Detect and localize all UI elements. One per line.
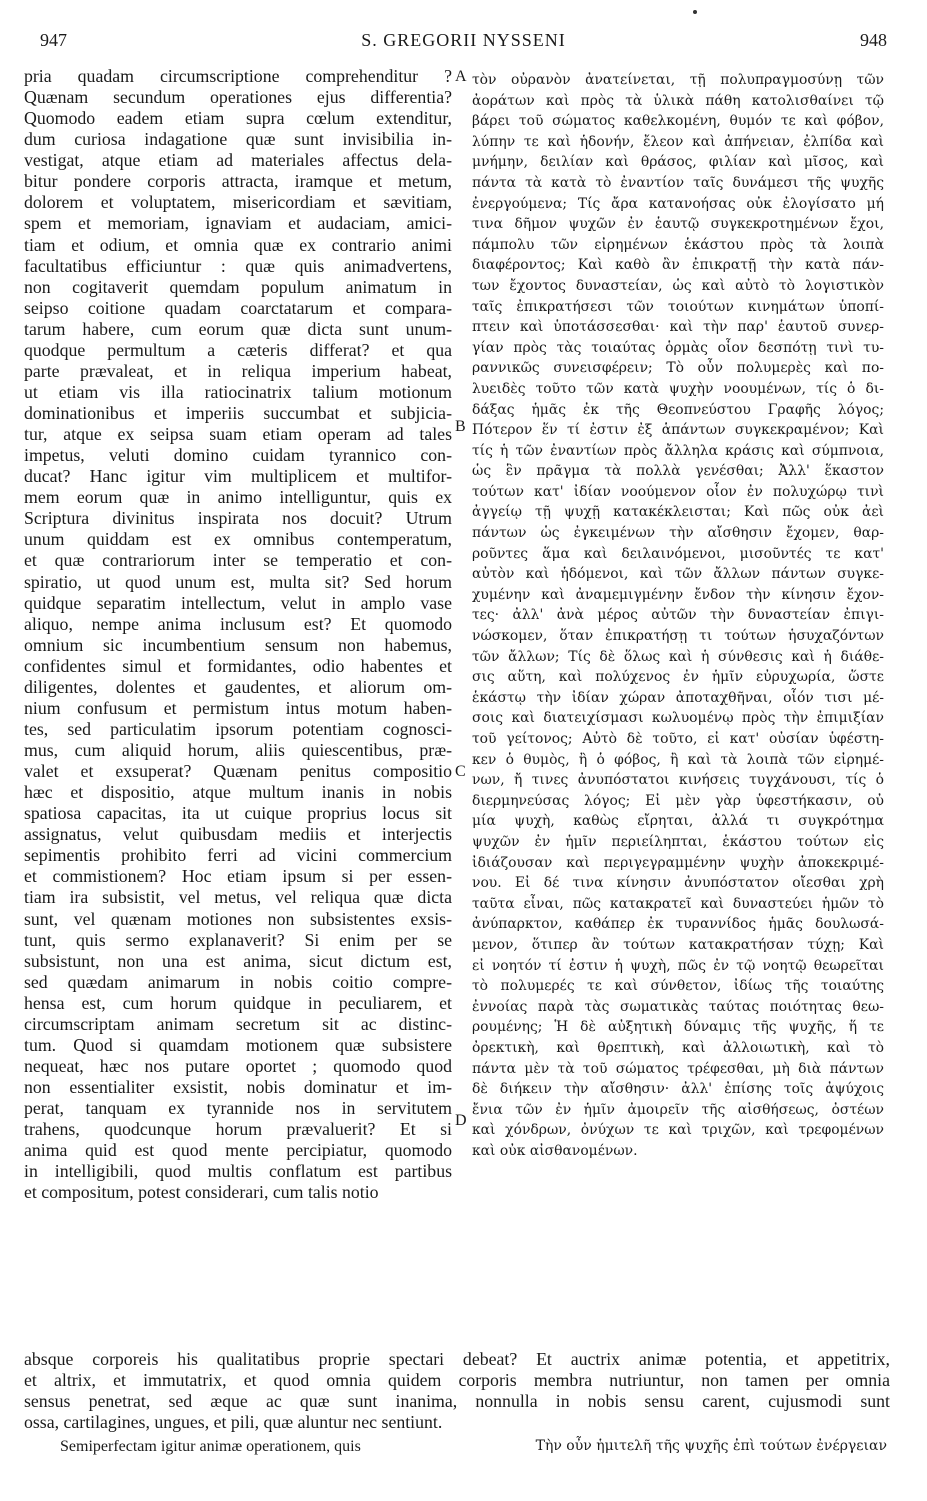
latin-text-line: non cogitaverit quemdam populum animatum in [24,276,452,297]
latin-text-line: assignatus, velut quibusdam mediis et interjectis [24,824,452,845]
latin-text-line: facultatibus efficiuntur : quæ quis animadvertens, [24,255,452,276]
latin-text-line: seipso coitione quadam coarctatarum et compara- [24,297,452,318]
greek-text-line: καὶ οὐκ αἰσθανομένων. [472,1142,638,1159]
footer-lines [60,1438,887,1462]
greek-text-line: τινα δῆμον ψυχῶν ἐν ἑαυτῷ συγκεκροτημένων ἔχοι, [472,216,884,233]
latin-text-line: sunt, vel quænam motiones non subsistentes exsis- [24,908,452,929]
greek-text-line: ὀρεκτικὴ, καὶ θρεπτικὴ, καὶ ἀλλοιωτικὴ, καὶ τὸ [472,1039,884,1056]
greek-text-line: λύπην τε καὶ ἡδονήν, ἔλεον καὶ ἀπήνειαν, ἐλπίδα καὶ [472,133,884,150]
latin-text-line: in intelligibili, quod multis conflatum est partibus [24,1161,452,1182]
latin-text-line: tiam ira subsistit, vel metus, vel reliqua quæ dicta [24,887,452,908]
greek-text-line: ἑκάστῳ τὴν ἰδίαν χώραν ἀποταχθῆναι, οἷόν τισι μέ- [472,689,884,706]
greek-text-line: νώσκομεν, ὅταν ἐπικρατήσῃ τι τούτων ἡσυχαζόντων [472,628,884,645]
greek-text-line: ἐνεργούμενα; Τίς ἄρα κατανοήσας οὐκ ἐλογίσατο μή [472,195,884,212]
bottom-text-line: absque corporeis his qualitatibus proprie spectari debeat? Et auctrix animæ potentia, et appetitrix, [24,1349,890,1369]
latin-text-line: tum. Quod si quamdam motionem quæ subsistere [24,1034,452,1055]
latin-text-line: valet et exsuperat? Quænam penitus compositio [24,761,452,782]
greek-text-line: καὶ χόνδρων, ὀνύχων τε καὶ τριχῶν, καὶ τρεφομένων [472,1122,884,1139]
latin-text-line: sed quædam animarum in nobis coitio compre- [24,971,452,992]
greek-text-line: σοις καὶ διατειχίσμασι κωλυομένῳ πρὸς τὴν ἐπιμιξίαν [472,710,884,727]
latin-text-line: confidentes simul et formidantes, odio habentes et [24,655,452,676]
greek-text-line: μενον, ὅτιπερ ἂν τούτων κατακρατήσαν τύχῃ; Καὶ [472,936,884,953]
latin-text-line: hensa est, cum horum quidque in peculiarem, et [24,992,452,1013]
greek-text-line: εἰ νοητόν τί ἐστιν ἡ ψυχὴ, πῶς ἐν τῷ νοητῷ θεωρεῖται [472,957,884,974]
latin-text-line: omnium sic incumbentium sensum non habemus, [24,634,452,655]
footer-latin: Semiperfectam igitur animæ operationem, quis [60,1438,361,1455]
greek-text-line: τῶν ἄλλων; Τίς δὲ ὅλως καὶ ἡ σύνθεσις καὶ ἡ διάθε- [472,648,884,665]
greek-text-line: ψυχῶν ἐν ἡμῖν περιείληπται, ἑκάστου τούτων εἰς [472,833,884,850]
latin-text-line: Scriptura divinitus inspirata nos docuit? Utrum [24,508,452,529]
footer-greek: Τὴν οὖν ἡμιτελῆ τῆς ψυχῆς ἐπὶ τούτων ἐνέργειαν [535,1438,887,1454]
greek-text-line: πάμπολυ τῶν εἰρημένων ἑκάστου πρὸς τὰ λοιπὰ [472,236,884,253]
latin-text-line: ut etiam vis illa ratiocinatrix talium motionum [24,381,452,402]
latin-text-line: subsistunt, non una est anima, sicut dictum est, [24,950,452,971]
greek-text-line: νου. Εἰ δέ τινα κίνησιν ἀνυπόστατον οἴεσθαι χρὴ [472,875,884,892]
section-marker-a: A [455,68,467,85]
greek-text-line: τες· ἀλλ' ἀνὰ μέρος αὐτῶν τὴν δυναστείαν ἐπιγι- [472,607,884,624]
greek-text-line: λυειδὲς τοῦτο τῶν κατὰ ψυχὴν νοουμένων, τίς ὁ δι- [472,380,884,397]
greek-text-line: ἀγγείῳ τῇ ψυχῇ κατακέκλεισται; Καὶ πῶς οὐκ ἀεὶ [472,504,884,521]
greek-text-line: δὲ διήκειν τὴν αἴσθησιν· ἀλλ' ἐπίσης τοῖς ἀψύχοις [472,1081,884,1098]
greek-text-line: νων, ἤ τινες ἀνυπόστατοι κινήσεις τυγχάνουσι, τίς ὁ [472,772,884,789]
latin-text-line: tunt, quis sermo explanaverit? Si enim per se [24,929,452,950]
greek-text-line: τὸν οὐρανὸν ἀνατείνεται, τῇ πολυπραγμοσύνῃ τῶν [472,72,884,88]
greek-text-line: ἐννοίας παρὰ τὰς σωματικὰς ταύτας ποιότητας θεω- [472,998,884,1015]
greek-text-line: ἀνύπαρκτον, καθάπερ ἐκ τυραννίδος ἡμᾶς δουλωσά- [472,916,884,933]
greek-text-line: ἀοράτων καὶ πρὸς τὰ ὑλικὰ πάθη κατολισθαίνει τῷ [472,92,884,109]
latin-text-line: circumscriptam animam secretum sit ac distinc- [24,1013,452,1034]
greek-text-line: τούτων κατ' ἰδίαν νοούμενον οἷον ἐν πολυχώρῳ τινὶ [472,483,884,500]
greek-text-line: πάντα τὰ κατὰ τὸ ἐναντίον ταῖς δυνάμεσι τῆς ψυχῆς [472,174,884,191]
latin-text-line: quidque separatim intellectum, velut in amplo vase [24,592,452,613]
full-width-paragraph [24,1349,890,1433]
greek-text-line: γίαν πρὸς τὰς τοιαύτας ὁρμὰς οἷον δεσπότῃ τινὶ τυ- [472,339,884,356]
greek-text-line: κεν ὁ θυμὸς, ἢ ὁ φόβος, ἢ καὶ τὰ λοιπὰ τῶν εἰρημέ- [472,751,884,768]
greek-text-line: μία ψυχὴ, καθὼς εἴρηται, ἀλλά τι συγκρότημα [472,813,884,830]
running-title: S. GREGORII NYSSENI [361,30,566,50]
latin-text-line: et commistionem? Hoc etiam ipsum si per essen- [24,866,452,887]
latin-text-line: tes, sed particulatim ipsorum potentiam cognosci- [24,718,452,739]
latin-text-line: dum curiosa indagatione quæ sunt invisibilia in- [24,129,452,150]
section-marker-d: D [455,1112,467,1129]
greek-text-line: μνήμην, δειλίαν καὶ θράσος, φιλίαν καὶ μῖσος, καὶ [472,154,884,171]
latin-text-line: unum quiddam est ex omnibus contemperatum, [24,529,452,550]
latin-text-line: non essentialiter exsistit, nobis dominatur et im- [24,1077,452,1097]
greek-text-line: ρουμένης; Ἡ δὲ αὐξητικὴ δύναμις τῆς ψυχῆς, ἥ τε [472,1019,884,1036]
greek-text-line: Πότερον ἕν τί ἐστιν ἐξ ἁπάντων συγκεκραμένον; Καὶ [472,422,884,439]
bottom-text-line: sensus penetrat, sed æque ac quæ sunt inanima, nonnulla in nobis sensu carent, cujusmodi sunt [24,1391,890,1412]
latin-text-line: vestigat, atque etiam ad materiales affectus dela- [24,150,452,171]
latin-text-line: nium confusum et permistum intus motum haben- [24,697,452,718]
latin-text-line: dolorem et voluptatem, misericordiam et sævitiam, [24,192,452,213]
greek-text-line: σις αὕτη, καὶ πολύχενος ἐν ἡμῖν εὐρυχωρία, ὥστε [472,669,884,686]
greek-text-line: τίς ἡ τῶν ἐναντίων πρὸς ἄλληλα κράσις καὶ σύμπνοια, [472,442,884,459]
latin-text-line: Quænam secundum operationes ejus differentia? [24,87,452,108]
latin-text-line: spiratio, ut quod unum est, multa sit? Sed horum [24,571,452,592]
latin-text-line: hæc et dispositio, atque multum inanis in nobis [24,782,452,803]
page-number-left: 947 [40,30,67,50]
latin-text-line: perat, tanquam ex tyrannide nos in servitutem [24,1098,452,1119]
latin-text-line: sepimentis prohibito ferri ad vicini commercium [24,845,452,866]
greek-text-line: διαφέροντος; Καὶ καθὸ ἂν ἐπικρατῇ τὴν κατὰ πάν- [472,257,884,274]
greek-text-line: πάντα μὲν τὰ τοῦ σώματος τρέφεσθαι, μὴ διὰ πάντων [472,1060,884,1077]
latin-text-line: impetus, veluti domino cuidam tyrannico con- [24,445,452,466]
latin-text-line: pria quadam circumscriptione comprehenditur ? [24,66,452,86]
greek-text-line: ταῦτα εἶναι, πῶς κατακρατεῖ καὶ δυναστεύει ἡμῶν τὸ [472,895,884,912]
latin-text-line: mem eorum quæ in animo intelliguntur, quis ex [24,487,452,508]
latin-text-line: dominationibus et imperiis succumbat et subjicia- [24,403,452,423]
latin-text-line: aliquo, nempe anima inclusum est? Et quomodo [24,613,452,634]
latin-text-line: ducat? Hanc igitur vim multiplicem et multifor- [24,466,452,487]
greek-text-line: αὐτὸν καὶ ἡδόμενοι, καὶ τῶν ἄλλων πάντων συγκε- [472,566,884,583]
greek-text-line: ἰδιάζουσαν καὶ περιγεγραμμένην ψυχὴν ἀποκεκριμέ- [472,854,884,871]
latin-text-line: et compositum, potest considerari, cum talis notio [24,1182,379,1203]
greek-text-line: των ἔχοντος δυναστείαν, ὡς καὶ αὐτὸ τὸ λογιστικὸν [472,277,884,294]
greek-text-line: ταῖς ἐπικρατήσεσι τῶν τοιούτων κινημάτων ὑποπί- [472,298,884,315]
latin-column [24,66,452,1203]
greek-text-line: βάρει τοῦ σώματος καθελκομένη, θυμόν τε καὶ φόβον, [472,113,884,130]
greek-text-line: ἔνια τῶν ἐν ἡμῖν ἀμοιρεῖν τῆς αἰσθήσεως, ὀστέων [472,1101,884,1118]
greek-text-line: ραννικῶς συνεισφέρειν; Τὸ οὖν πολυμερὲς καὶ πο- [472,360,884,377]
ink-speck [693,10,697,14]
latin-text-line: tiam et odium, et omnia quæ ex contrario animi [24,234,452,255]
page-number-right: 948 [860,30,887,50]
latin-text-line: diligentes, dolentes et gaudentes, et aliorum om- [24,676,452,697]
latin-text-line: parte prævaleat, et in reliqua imperium habeat, [24,360,452,381]
latin-text-line: tarum habere, cum eorum quæ dicta sunt unum- [24,318,452,339]
latin-text-line: et quæ contrariorum inter se temperatio et con- [24,550,452,571]
latin-text-line: bitur pondere corporis attracta, iramque et metum, [24,171,452,192]
greek-column [472,70,884,1161]
greek-text-line: τοῦ γείτονος; Αὐτὸ δὲ τοῦτο, εἰ κατ' οὐσίαν ὑφέστη- [472,731,884,747]
latin-text-line: nequeat, hæc nos putare oportet ; quomodo quod [24,1055,452,1076]
latin-text-line: quodque permultum a cæteris differat? et qua [24,339,452,360]
latin-text-line: tur, atque ex seipsa suam etiam operam ad tales [24,424,452,445]
latin-text-line: mus, cum aliquid horum, aliis quiescentibus, præ- [24,740,452,760]
latin-text-line: spem et memoriam, ignaviam et audaciam, amici- [24,213,452,234]
greek-text-line: χυμένην καὶ ἀναμεμιγμένην ἔνδον τὴν κίνησιν ἔχον- [472,586,884,603]
greek-text-line: πάντων ὡς ἐγκειμένων τὴν αἴσθησιν ἔχομεν, θαρ- [472,525,884,542]
latin-text-line: anima quid est quod mente percipiatur, quomodo [24,1140,452,1161]
latin-text-line: Quomodo eadem etiam supra cœlum extenditur, [24,108,452,129]
section-marker-c: C [455,763,466,780]
section-marker-b: B [455,418,466,435]
bottom-text-line: et altrix, et immutatrix, et quod omnia quidem corporis membra nutriuntur, non tamen per omnia [24,1370,890,1391]
greek-text-line: ὡς ἓν πρᾶγμα τὰ πολλὰ γενέσθαι; Ἀλλ' ἕκαστον [472,463,884,480]
greek-text-line: ροῦντες ἅμα καὶ δειλαινόμενοι, μισοῦντές τε κατ' [472,545,884,562]
bottom-text-line: ossa, cartilagines, ungues, et pili, quæ aluntur nec sentiunt. [24,1412,443,1433]
page-header [40,30,887,56]
latin-text-line: trahens, quodcunque horum prævaluerit? Et si [24,1119,452,1140]
greek-text-line: πτειν καὶ ὑποτάσσεσθαι· καὶ τὴν παρ' ἑαυτοῦ συνερ- [472,319,884,336]
greek-text-line: διερμηνεύσας λόγος; Εἰ μὲν γὰρ ὑφεστήκασιν, οὐ [472,792,884,809]
greek-text-line: δάξας ἡμᾶς ἐκ τῆς Θεοπνεύστου Γραφῆς λόγος; [472,401,884,418]
latin-text-line: spatiosa capacitas, ita ut cuique proprius locus sit [24,803,452,824]
greek-text-line: τὸ πολυμερές τε καὶ σύνθετον, ἰδίως τῆς τοιαύτης [472,978,884,995]
